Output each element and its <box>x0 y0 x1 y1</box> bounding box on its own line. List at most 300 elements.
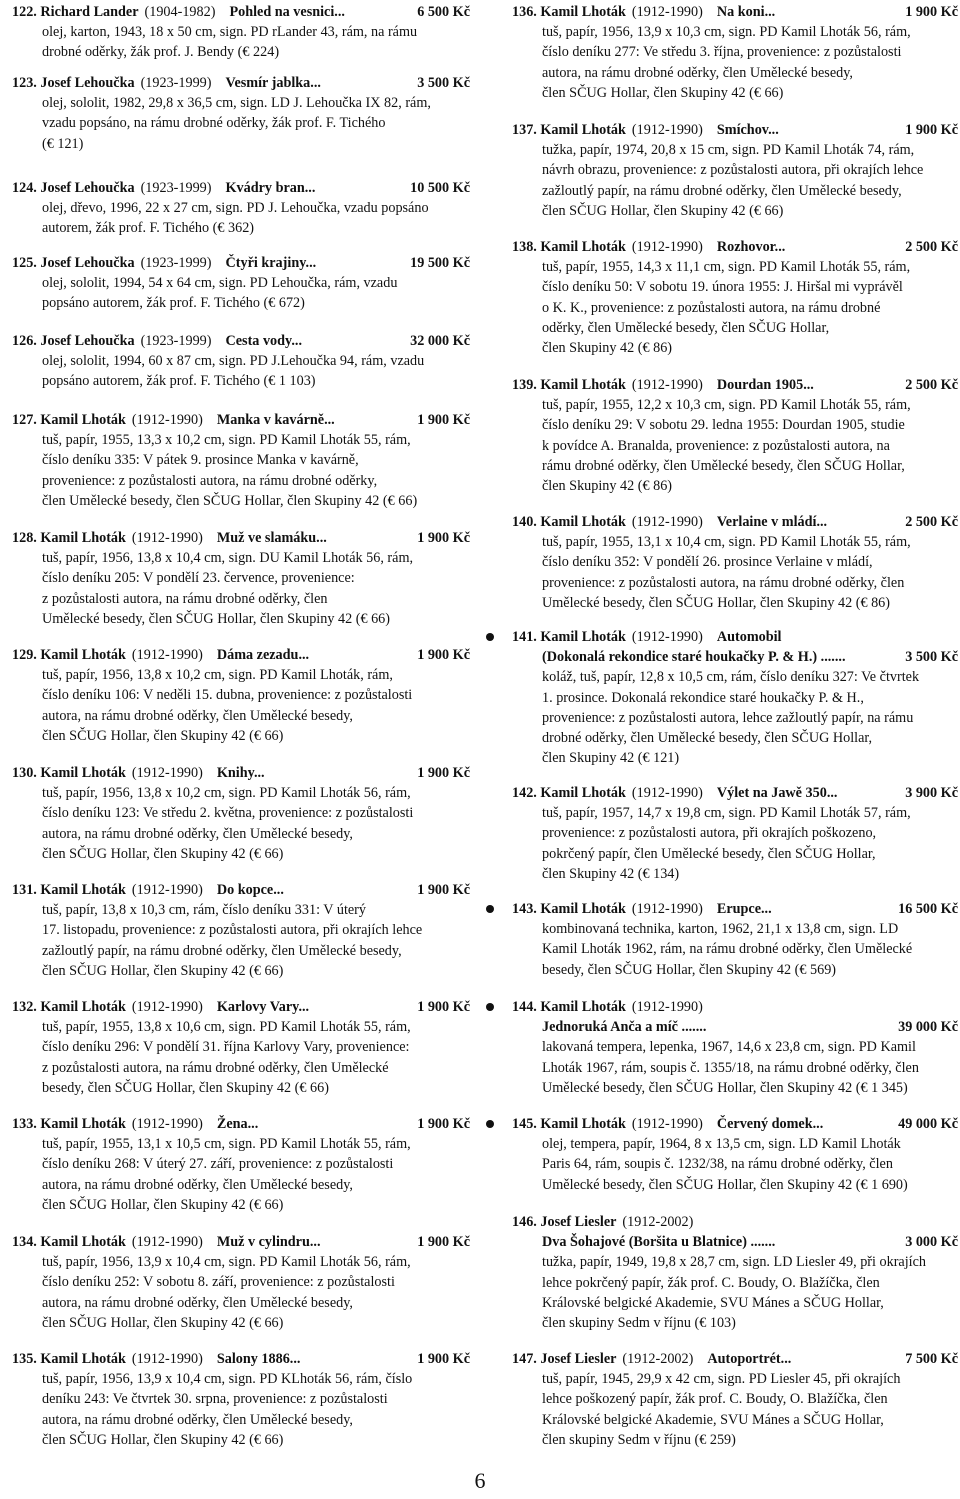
leader-dots: ... <box>826 785 838 801</box>
leader-dots: ... <box>310 75 321 91</box>
lot-description <box>12 1017 470 1098</box>
description-line: Umělecké besedy, člen SČUG Hollar, člen Skupiny 42 (€ 1 345) <box>542 1079 908 1096</box>
leader-dots: ....... <box>677 1019 707 1036</box>
description-line: člen SČUG Hollar, člen Skupiny 42 (€ 66) <box>542 84 784 101</box>
description-line: člen Skupiny 42 (€ 86) <box>542 340 673 357</box>
description-line: Umělecké besedy, člen SČUG Hollar, člen Skupiny 42 (€ 86) <box>542 594 890 611</box>
lot-heading-left <box>512 627 782 647</box>
leader-dots: ... <box>291 333 302 349</box>
lot-description <box>12 351 470 391</box>
artist-name: Kamil Lhoták <box>40 1351 126 1367</box>
lot-heading <box>12 1349 470 1369</box>
description-line: 17. listopadu, provenience: z pozůstalosti autora, při okrajích lehce <box>42 922 423 939</box>
lot-subheading <box>512 1017 958 1037</box>
description-line: popsáno autorem, žák prof. F. Tichého (€ 1 103) <box>42 373 316 390</box>
artist-name: Kamil Lhoták <box>540 514 626 530</box>
description-line: olej, tempera, papír, 1964, 8 x 13,5 cm, sign. LD Kamil Lhoták <box>542 1136 901 1153</box>
artwork-price: 2 500 Kč <box>905 377 958 393</box>
description-line: autora, na rámu drobné oděrky, člen Umělecké besedy, <box>542 64 853 81</box>
artist-name: Kamil Lhoták <box>40 530 126 546</box>
lot-number: 124. <box>12 180 37 196</box>
lot-heading-left <box>12 253 316 273</box>
lot-number: 125. <box>12 255 37 271</box>
description-line: číslo deníku 277: Ve středu 3. října, provenience: z pozůstalosti <box>542 44 902 61</box>
lot-description <box>512 1037 958 1098</box>
artist-name: Kamil Lhoták <box>40 765 126 781</box>
leader-dots: ... <box>247 1116 259 1132</box>
lot-description <box>12 900 470 981</box>
lot-entry <box>498 1349 958 1450</box>
artwork-price: 1 900 Kč <box>417 999 470 1015</box>
lot-subheading <box>512 1232 958 1252</box>
artwork-price: 49 000 Kč <box>898 1116 958 1132</box>
artist-lifespan: (1912-1990) <box>131 412 203 428</box>
description-line: tuš, papír, 1955, 13,8 x 10,6 cm, sign. PD Kamil Lhoták 55, rám, <box>42 1019 411 1036</box>
lot-heading <box>12 528 470 548</box>
lot-heading-left <box>12 331 302 351</box>
lot-heading <box>12 178 470 198</box>
artwork-title: Pohled na vesnici <box>229 4 335 20</box>
bullet-icon <box>486 905 494 913</box>
description-line: z pozůstalosti autora, na rámu drobné oděrky, člen <box>42 590 328 607</box>
artist-lifespan: (1912-1990) <box>631 901 703 917</box>
artist-name: Josef Liesler <box>540 1214 617 1230</box>
description-line: pokrčený papír, člen Umělecké besedy, člen SČUG Hollar, <box>542 845 876 862</box>
leader-dots: ... <box>298 647 310 663</box>
artist-lifespan: (1912-1990) <box>131 530 203 546</box>
description-line: popsáno autorem, žák prof. F. Tichého (€ 672) <box>42 295 305 312</box>
lot-heading-left <box>512 1349 791 1369</box>
description-line: Lhoták 1967, rám, soupis č. 1355/18, na rámu drobné oděrky, člen <box>542 1059 919 1076</box>
artist-name: Josef Lehoučka <box>40 75 135 91</box>
artwork-title: Automobil <box>716 629 782 645</box>
subheading-left <box>542 1232 775 1252</box>
lot-entry <box>498 1212 958 1333</box>
artist-lifespan: (1923-1999) <box>140 333 212 349</box>
description-line: provenience: z pozůstalosti autora, lehce zažloutlý papír, na rámu <box>542 709 914 726</box>
artwork-title: Dáma zezadu <box>216 647 299 663</box>
lot-entry <box>0 880 470 981</box>
artist-lifespan: (1912-1990) <box>131 882 203 898</box>
lot-heading-left <box>512 375 814 395</box>
artwork-price: 1 900 Kč <box>417 882 470 898</box>
artist-lifespan: (1912-1990) <box>631 377 703 393</box>
lot-heading-left <box>512 2 775 22</box>
lot-description <box>512 532 958 613</box>
lot-heading <box>512 375 958 395</box>
lot-number: 126. <box>12 333 37 349</box>
artist-lifespan: (1912-2002) <box>622 1351 694 1367</box>
lot-heading <box>12 763 470 783</box>
artwork-title: Erupce <box>716 901 761 917</box>
lot-entry <box>0 1232 470 1333</box>
lot-description <box>512 257 958 358</box>
description-line: lehce poškozený papír, žák prof. C. Boudy, O. Blažíčka, člen <box>542 1391 888 1408</box>
artist-name: Kamil Lhoták <box>40 882 126 898</box>
lot-heading-left <box>12 1114 258 1134</box>
artist-name: Kamil Lhoták <box>540 785 626 801</box>
description-line: 1. prosince. Dokonalá rekondice staré houkačky P. & H., <box>542 689 864 706</box>
leader-dots: ... <box>304 180 316 196</box>
lot-entry <box>0 997 470 1098</box>
description-line: zažloutlý papír, na rámu drobné oděrky, člen Umělecké besedy, <box>42 942 402 959</box>
artwork-price: 19 500 Kč <box>410 255 470 271</box>
description-line: tuš, papír, 1956, 13,8 x 10,2 cm, sign. PD Kamil Lhoták, rám, <box>42 667 393 684</box>
lot-entry <box>0 178 470 239</box>
description-line: lakovaná tempera, lepenka, 1967, 14,6 x 23,8 cm, sign. PD Kamil <box>542 1039 916 1056</box>
lot-entry <box>0 645 470 746</box>
lot-number: 145. <box>512 1116 537 1132</box>
lot-heading-left <box>12 763 265 783</box>
description-line: člen SČUG Hollar, člen Skupiny 42 (€ 66) <box>542 202 784 219</box>
lot-heading-left <box>12 410 335 430</box>
lot-heading-left <box>512 1114 823 1134</box>
description-line: návrh obrazu, provenience: z pozůstalosti autora, při okrajích lehce <box>542 162 924 179</box>
artist-lifespan: (1912-1990) <box>631 785 703 801</box>
description-line: besedy, člen SČUG Hollar, člen Skupiny 42 (€ 569) <box>542 961 837 978</box>
description-line: tuš, papír, 13,8 x 10,3 cm, rám, číslo deníku 331: V úterý <box>42 902 366 919</box>
lot-number: 123. <box>12 75 37 91</box>
leader-dots: ... <box>253 765 265 781</box>
lot-heading <box>12 1114 470 1134</box>
description-line: drobné oděrky, člen Umělecké besedy, člen SČUG Hollar, <box>542 730 873 747</box>
page-number: 6 <box>474 1468 486 1493</box>
lot-heading <box>512 997 958 1017</box>
lot-number: 139. <box>512 377 537 393</box>
lot-number: 134. <box>12 1234 37 1250</box>
leader-dots: ... <box>780 1351 792 1367</box>
description-line: tuš, papír, 1945, 29,9 x 42 cm, sign. PD Liesler 45, při okrajích <box>542 1371 901 1388</box>
artwork-price: 3 900 Kč <box>905 785 958 801</box>
description-line: člen SČUG Hollar, člen Skupiny 42 (€ 66) <box>42 845 284 862</box>
lot-heading-left <box>12 645 309 665</box>
artist-lifespan: (1912-1990) <box>631 629 703 645</box>
description-line: autora, na rámu drobné oděrky, člen Umělecké besedy, <box>42 707 353 724</box>
bullet-icon <box>486 633 494 641</box>
description-line: číslo deníku 296: V pondělí 31. října Karlovy Vary, provenience: <box>42 1039 410 1056</box>
lot-number: 142. <box>512 785 537 801</box>
description-line: koláž, tuš, papír, 12,8 x 10,5 cm, rám, číslo deníku 327: Ve čtvrtek <box>542 669 920 686</box>
description-line: olej, sololit, 1994, 54 x 64 cm, sign. PD Lehoučka, rám, vzadu <box>42 275 398 292</box>
lot-description <box>12 783 470 864</box>
lot-heading-left <box>512 120 779 140</box>
lot-entry <box>498 783 958 884</box>
bullet-icon <box>486 1003 494 1011</box>
leader-dots: ... <box>774 239 786 255</box>
artist-lifespan: (1912-1990) <box>131 647 203 663</box>
artwork-price: 1 900 Kč <box>417 1234 470 1250</box>
lot-heading <box>12 1232 470 1252</box>
artist-name: Kamil Lhoták <box>40 1116 126 1132</box>
description-line: autorem, žák prof. F. Tichého (€ 362) <box>42 220 255 237</box>
subheading-left <box>542 1017 706 1037</box>
artwork-title: Na koni <box>716 4 765 20</box>
lot-heading <box>512 120 958 140</box>
artwork-price: 2 500 Kč <box>905 514 958 530</box>
artwork-title: Do kopce <box>216 882 274 898</box>
lot-heading-left <box>12 528 327 548</box>
artist-name: Kamil Lhoták <box>540 122 626 138</box>
lot-entry <box>0 528 470 629</box>
artwork-price: 7 500 Kč <box>905 1351 958 1367</box>
lot-description <box>512 395 958 496</box>
artist-name: Kamil Lhoták <box>540 999 626 1015</box>
description-line: člen SČUG Hollar, člen Skupiny 42 (€ 66) <box>42 727 284 744</box>
description-line: člen Skupiny 42 (€ 134) <box>542 865 680 882</box>
description-line: tužka, papír, 1974, 20,8 x 15 cm, sign. PD Kamil Lhoták 74, rám, <box>542 142 915 159</box>
leader-dots: ... <box>309 1234 321 1250</box>
description-line: k povídce A. Branalda, provenience: z pozůstalosti autora, na <box>542 437 890 454</box>
leader-dots: ... <box>289 1351 301 1367</box>
artwork-price: 3 500 Kč <box>417 75 470 91</box>
artist-name: Josef Lehoučka <box>40 333 135 349</box>
artist-name: Josef Lehoučka <box>40 255 135 271</box>
artist-name: Kamil Lhoták <box>40 1234 126 1250</box>
artist-name: Josef Liesler <box>540 1351 617 1367</box>
lot-heading <box>512 512 958 532</box>
lot-heading <box>12 645 470 665</box>
artwork-price: 1 900 Kč <box>417 530 470 546</box>
lot-entry <box>498 997 958 1098</box>
lot-description <box>512 1134 958 1195</box>
description-line: o K. K., provenience: z pozůstalosti autora, na rámu drobné <box>542 299 881 316</box>
artist-lifespan: (1912-1990) <box>631 1116 703 1132</box>
lot-description <box>12 93 470 154</box>
artwork-price: 32 000 Kč <box>410 333 470 349</box>
lot-number: 138. <box>512 239 537 255</box>
artist-lifespan: (1923-1999) <box>140 75 212 91</box>
artist-lifespan: (1912-1990) <box>131 1351 203 1367</box>
artist-lifespan: (1912-1990) <box>131 765 203 781</box>
lot-heading <box>512 899 958 919</box>
description-line: Královské belgické Akademie, SVU Mánes a SČUG Hollar, <box>542 1411 884 1428</box>
lot-entry <box>498 1114 958 1195</box>
artist-lifespan: (1912-2002) <box>622 1214 694 1230</box>
lot-number: 131. <box>12 882 37 898</box>
description-line: člen skupiny Sedm v říjnu (€ 259) <box>542 1431 736 1448</box>
lot-number: 136. <box>512 4 537 20</box>
description-line: člen Umělecké besedy, člen SČUG Hollar, člen Skupiny 42 (€ 66) <box>42 492 418 509</box>
artwork-price: 1 900 Kč <box>417 1116 470 1132</box>
lot-entry <box>498 2 958 103</box>
lot-heading <box>12 880 470 900</box>
lot-entry <box>0 73 470 154</box>
artwork-price: 6 500 Kč <box>417 4 470 20</box>
description-line: číslo deníku 352: V pondělí 26. prosince Verlaine v mládí, <box>542 554 873 571</box>
lot-heading <box>512 2 958 22</box>
artwork-title: Smíchov <box>716 122 769 138</box>
lot-heading <box>512 627 958 647</box>
description-line: tuš, papír, 1955, 13,1 x 10,5 cm, sign. PD Kamil Lhoták 55, rám, <box>42 1136 411 1153</box>
description-line: besedy, člen SČUG Hollar, člen Skupiny 42 (€ 66) <box>42 1079 329 1096</box>
artwork-title: Jednoruká Anča a míč <box>542 1019 678 1036</box>
description-line: tuš, papír, 1956, 13,9 x 10,4 cm, sign. PD Kamil Lhoták 56, rám, <box>42 1254 411 1271</box>
artwork-price: 1 900 Kč <box>905 122 958 138</box>
artwork-title: Dourdan 1905 <box>716 377 804 393</box>
lot-number: 129. <box>12 647 37 663</box>
artwork-title: Verlaine v mládí <box>716 514 817 530</box>
artist-lifespan: (1912-1990) <box>631 122 703 138</box>
artist-lifespan: (1912-1990) <box>131 1116 203 1132</box>
artwork-title: Salony 1886 <box>216 1351 290 1367</box>
description-line: autora, na rámu drobné oděrky, člen Umělecké besedy, <box>42 1176 353 1193</box>
description-line: drobné oděrky, žák prof. J. Bendy (€ 224) <box>42 44 280 61</box>
lot-heading <box>12 73 470 93</box>
description-line: zažloutlý papír, na rámu drobné oděrky, člen Umělecké besedy, <box>542 182 902 199</box>
description-line: tuš, papír, 1956, 13,8 x 10,2 cm, sign. PD Kamil Lhoták 56, rám, <box>42 785 411 802</box>
artwork-title: Karlovy Vary <box>216 999 299 1015</box>
description-line: číslo deníku 205: V pondělí 23. července, provenience: <box>42 570 355 587</box>
description-line: člen SČUG Hollar, člen Skupiny 42 (€ 66) <box>42 962 284 979</box>
lot-heading <box>512 1114 958 1134</box>
lot-entry <box>0 763 470 864</box>
artist-lifespan: (1912-1990) <box>131 1234 203 1250</box>
lot-heading-left <box>12 1232 321 1252</box>
description-line: tuš, papír, 1955, 13,1 x 10,4 cm, sign. PD Kamil Lhoták 55, rám, <box>542 534 911 551</box>
lot-number: 127. <box>12 412 37 428</box>
description-line: Umělecké besedy, člen SČUG Hollar, člen Skupiny 42 (€ 1 690) <box>542 1176 908 1193</box>
description-line: tuš, papír, 1956, 13,9 x 10,3 cm, sign. PD Kamil Lhoták 56, rám, <box>542 24 911 41</box>
lot-heading <box>512 1349 958 1369</box>
artwork-title: Výlet na Jawě 350 <box>716 785 827 801</box>
lot-number: 135. <box>12 1351 37 1367</box>
artwork-title: Autoportrét <box>707 1351 781 1367</box>
leader-dots: ... <box>334 4 345 20</box>
artist-name: Kamil Lhoták <box>40 647 126 663</box>
bullet-icon <box>486 1120 494 1128</box>
artist-name: Kamil Lhoták <box>40 412 126 428</box>
artwork-price: 1 900 Kč <box>417 647 470 663</box>
artwork-price: 3 000 Kč <box>905 1234 958 1251</box>
artwork-title: Vesmír jablka <box>225 75 311 91</box>
lot-heading-left <box>512 899 772 919</box>
artist-lifespan: (1912-1990) <box>631 239 703 255</box>
lot-description <box>512 1252 958 1333</box>
lot-heading <box>512 783 958 803</box>
description-line: provenience: z pozůstalosti autora, na rámu drobné oděrky, člen <box>542 574 905 591</box>
lot-description <box>12 1252 470 1333</box>
description-line: olej, sololit, 1994, 60 x 87 cm, sign. PD J.Lehoučka 94, rám, vzadu <box>42 353 425 370</box>
artwork-title: (Dokonalá rekondice staré houkačky P. & H.) <box>542 649 818 666</box>
artwork-price: 1 900 Kč <box>417 412 470 428</box>
leader-dots: ... <box>305 255 317 271</box>
lot-entry <box>0 2 470 63</box>
description-line: autora, na rámu drobné oděrky, člen Umělecké besedy, <box>42 1411 353 1428</box>
description-line: číslo deníku 335: V pátek 9. prosince Manka v kavárně, <box>42 452 359 469</box>
lot-heading <box>12 997 470 1017</box>
leader-dots: ... <box>768 122 779 138</box>
lot-number: 128. <box>12 530 37 546</box>
description-line: oděrky, člen Umělecké besedy, člen SČUG Hollar, <box>542 319 830 336</box>
lot-description <box>512 22 958 103</box>
description-line: autora, na rámu drobné oděrky, člen Umělecké besedy, <box>42 825 353 842</box>
description-line: kombinovaná technika, karton, 1962, 21,1 x 13,8 cm, sign. LD <box>542 921 899 938</box>
lot-number: 130. <box>12 765 37 781</box>
artwork-price: 1 900 Kč <box>417 1351 470 1367</box>
lot-description <box>512 667 958 768</box>
leader-dots: ....... <box>746 1234 776 1251</box>
lot-number: 141. <box>512 629 537 645</box>
artwork-title: Dva Šohajové (Boršita u Blatnice) <box>542 1234 747 1251</box>
artist-name: Kamil Lhoták <box>40 999 126 1015</box>
lot-description <box>12 430 470 511</box>
leader-dots: ....... <box>817 649 846 666</box>
description-line: autora, na rámu drobné oděrky, člen Umělecké besedy, <box>42 1294 353 1311</box>
lot-heading-left <box>12 880 284 900</box>
artwork-price: 1 900 Kč <box>905 4 958 20</box>
lot-heading-left <box>512 512 827 532</box>
artwork-price: 10 500 Kč <box>410 180 470 196</box>
artist-lifespan: (1912-1990) <box>631 4 703 20</box>
artwork-title: Kvádry bran <box>225 180 305 196</box>
lot-entry <box>0 331 470 392</box>
lot-description <box>512 919 958 980</box>
description-line: lehce pokrčený papír, žák prof. C. Boudy, O. Blažíčka, člen <box>542 1274 880 1291</box>
artwork-title: Manka v kavárně <box>216 412 325 428</box>
lot-heading <box>12 331 470 351</box>
lot-heading-left <box>512 1212 707 1232</box>
artist-lifespan: (1923-1999) <box>140 180 212 196</box>
description-line: tuš, papír, 1957, 14,7 x 19,8 cm, sign. PD Kamil Lhoták 57, rám, <box>542 805 911 822</box>
lot-description <box>12 1134 470 1215</box>
lot-entry <box>498 120 958 221</box>
description-line: tužka, papír, 1949, 19,8 x 28,7 cm, sign. LD Liesler 49, při okrajích <box>542 1254 926 1271</box>
description-line: člen Skupiny 42 (€ 121) <box>542 750 680 767</box>
artist-name: Kamil Lhoták <box>540 1116 626 1132</box>
leader-dots: ... <box>298 999 310 1015</box>
description-line: tuš, papír, 1956, 13,8 x 10,4 cm, sign. DU Kamil Lhoták 56, rám, <box>42 550 414 567</box>
description-line: číslo deníku 106: V neděli 15. dubna, provenience: z pozůstalosti <box>42 687 413 704</box>
lot-heading-left <box>512 783 837 803</box>
lot-description <box>512 803 958 884</box>
lot-heading-left <box>12 2 345 22</box>
artist-lifespan: (1904-1982) <box>144 4 216 20</box>
description-line: číslo deníku 50: V sobotu 19. února 1955: J. Hiršal mi vyprávěl <box>542 279 903 296</box>
artwork-title: Čtyři krajiny <box>225 255 306 271</box>
lot-number: 140. <box>512 514 537 530</box>
description-line: člen SČUG Hollar, člen Skupiny 42 (€ 66) <box>42 1431 284 1448</box>
lot-number: 132. <box>12 999 37 1015</box>
lot-heading <box>12 253 470 273</box>
lot-description <box>12 273 470 313</box>
lot-entry <box>498 627 958 768</box>
lot-description <box>12 1369 470 1450</box>
artwork-title: Červený domek <box>716 1116 813 1132</box>
artist-lifespan: (1912-1990) <box>631 999 703 1015</box>
artwork-title: Muž ve slamáku <box>216 530 317 546</box>
description-line: (€ 121) <box>42 135 84 152</box>
description-line: Královské belgické Akademie, SVU Mánes a SČUG Hollar, <box>542 1294 884 1311</box>
description-line: provenience: z pozůstalosti autora, na rámu drobné oděrky, <box>42 472 378 489</box>
artwork-price: 2 500 Kč <box>905 239 958 255</box>
lot-description <box>12 198 470 238</box>
artwork-title: Rozhovor <box>716 239 775 255</box>
artist-lifespan: (1912-1990) <box>131 999 203 1015</box>
lot-description <box>12 22 470 62</box>
artwork-price: 1 900 Kč <box>417 765 470 781</box>
lot-heading-left <box>12 178 315 198</box>
leader-dots: ... <box>761 901 772 917</box>
lot-number: 146. <box>512 1214 537 1230</box>
lot-entry <box>498 512 958 613</box>
description-line: provenience: z pozůstalosti autora, při okrajích poškozeno, <box>542 825 877 842</box>
description-line: tuš, papír, 1955, 13,3 x 10,2 cm, sign. PD Kamil Lhoták 55, rám, <box>42 432 411 449</box>
description-line: Paris 64, rám, soupis č. 1232/38, na rámu drobné oděrky, člen <box>542 1156 893 1173</box>
artwork-price: 16 500 Kč <box>898 901 958 917</box>
lot-description <box>12 548 470 629</box>
description-line: číslo deníku 29: V sobotu 29. ledna 1955: Dourdan 1905, studie <box>542 417 905 434</box>
description-line: člen SČUG Hollar, člen Skupiny 42 (€ 66) <box>42 1314 284 1331</box>
